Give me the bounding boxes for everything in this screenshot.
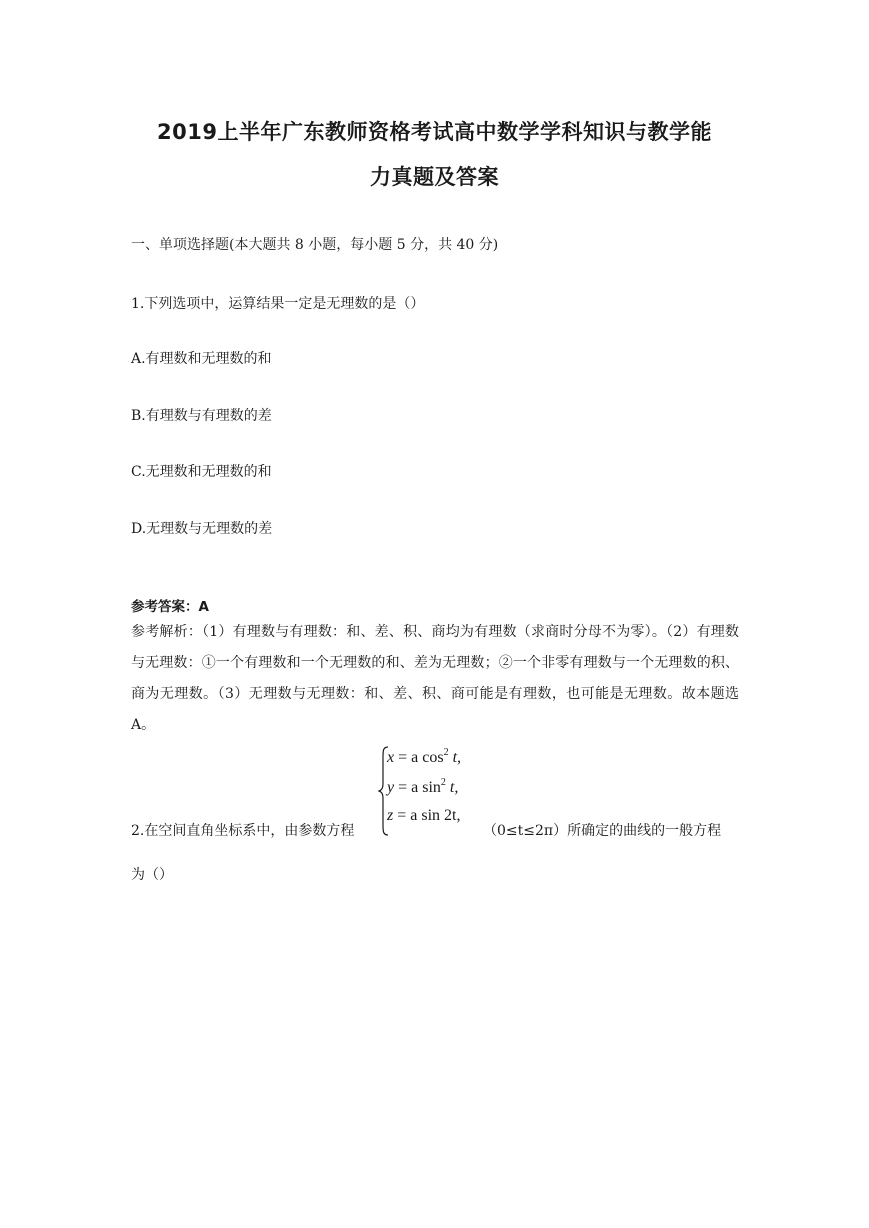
question-1-option-d: D.无理数与无理数的差 (131, 521, 273, 537)
document-title-line2: 力真题及答案 (370, 165, 499, 189)
document-title-line1: 2019上半年广东教师资格考试高中数学学科知识与教学能 (157, 120, 712, 144)
equation-rhs-z: = a sin 2t, (397, 807, 461, 824)
equation-tail-y: t, (445, 779, 459, 796)
question-1-option-a: A.有理数和无理数的和 (131, 351, 272, 367)
question-1-option-b: B.有理数与有理数的差 (131, 408, 272, 424)
question-1-option-c: C.无理数和无理数的和 (131, 464, 272, 480)
equation-var-z: z (387, 807, 394, 824)
equation-var-x: x (387, 749, 395, 766)
section-heading: 一、单项选择题(本大题共 8 小题，每小题 5 分，共 40 分) (131, 237, 499, 253)
question-1-answer: 参考答案：A (131, 599, 209, 615)
question-1-explanation: 参考解析：（1）有理数与有理数：和、差、积、商均为有理数（求商时分母不为零）。（2）有理数与无理数：①一个有理数和一个无理数的和、差为无理数；②一个非零有理数与一个无理数的积、商为无理数。（3）无理数与无理数：和、差、积、商可能是有理数，也可能是无理数。故本题选 A。 (131, 624, 739, 733)
equation-rhs-y: = a sin (398, 779, 441, 796)
equation-row-x (387, 747, 461, 767)
question-1-stem: 1.下列选项中，运算结果一定是无理数的是（） (131, 296, 425, 312)
equation-row-y (387, 777, 458, 797)
equation-exp-y: 2 (440, 777, 446, 788)
equation-var-y: y (387, 779, 395, 796)
parametric-equation (378, 745, 478, 837)
equation-rhs-x: = a cos (398, 749, 444, 766)
equation-tail-x: t, (448, 749, 462, 766)
question-2-stem-after: （0≤t≤2π）所确定的曲线的一般方程 (483, 823, 722, 839)
equation-exp-x: 2 (443, 747, 449, 758)
question-2-stem-before: 2.在空间直角坐标系中，由参数方程 (131, 823, 355, 839)
equation-row-z (387, 807, 460, 825)
question-2-stem-end: 为（） (131, 867, 173, 883)
